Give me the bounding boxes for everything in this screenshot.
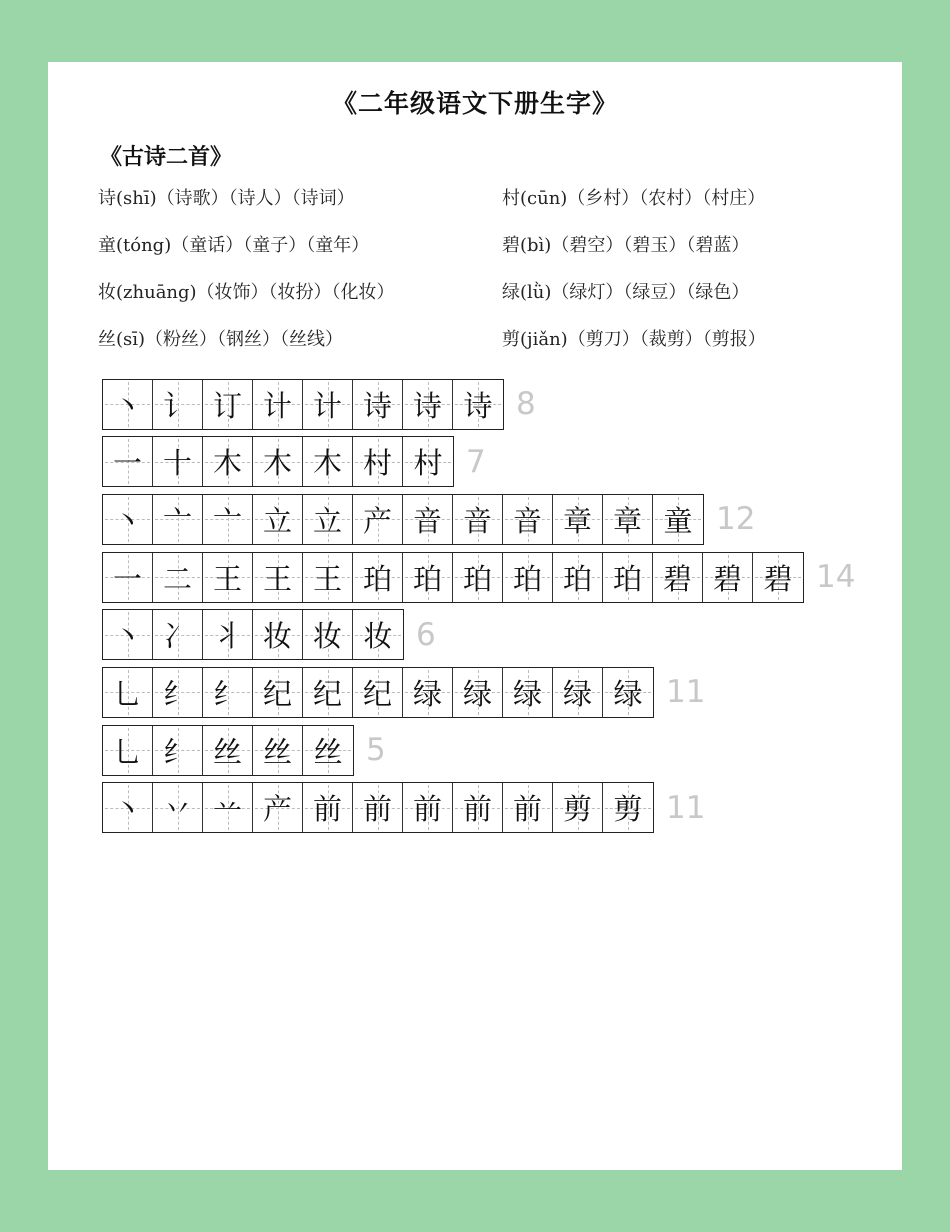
stroke-step: 纪 — [262, 676, 292, 711]
stroke-step: 绿 — [462, 676, 492, 711]
stroke-step: 珀 — [562, 561, 592, 596]
stroke-step: 绿 — [512, 676, 542, 711]
stroke-step: 珀 — [412, 561, 442, 596]
stroke-order-grid — [102, 378, 855, 840]
stroke-step: 立 — [262, 503, 292, 538]
stroke-cell — [403, 668, 453, 717]
stroke-step: 二 — [162, 561, 192, 596]
stroke-step: 乚 — [112, 734, 142, 769]
stroke-cell — [303, 380, 353, 429]
vocab-item-zhuang: 妆(zhuāng)（妆饰）（妆扮）（化妆） — [98, 282, 395, 303]
stroke-cell — [353, 610, 403, 659]
vocab-item-bi: 碧(bì)（碧空）（碧玉）（碧蓝） — [502, 235, 750, 256]
stroke-step: 一 — [112, 446, 142, 481]
stroke-step: 纪 — [312, 676, 342, 711]
stroke-row — [102, 724, 855, 776]
stroke-step: 剪 — [562, 792, 592, 827]
stroke-step: 亠 — [212, 503, 242, 538]
stroke-step: 音 — [462, 503, 492, 538]
stroke-step: 诗 — [412, 388, 442, 423]
stroke-step: 前 — [312, 792, 342, 827]
stroke-row — [102, 378, 855, 430]
stroke-step: 一 — [112, 561, 142, 596]
stroke-step: 丶 — [112, 619, 142, 654]
stroke-cell — [203, 380, 253, 429]
stroke-cell — [603, 495, 653, 544]
stroke-cell — [253, 668, 303, 717]
stroke-cell — [203, 495, 253, 544]
stroke-cells — [102, 609, 404, 660]
stroke-step: 丝 — [212, 734, 242, 769]
worksheet-page — [48, 62, 902, 1170]
stroke-cell — [453, 495, 503, 544]
stroke-step: 产 — [262, 792, 292, 827]
stroke-cell — [253, 553, 303, 602]
stroke-step: 碧 — [662, 561, 692, 596]
stroke-cell — [603, 553, 653, 602]
stroke-cell — [503, 668, 553, 717]
stroke-step: 碧 — [763, 561, 793, 596]
stroke-row — [102, 782, 855, 834]
stroke-cell — [453, 380, 503, 429]
stroke-cell — [403, 380, 453, 429]
page-title: 《二年级语文下册生字》 — [331, 89, 618, 118]
stroke-cell — [153, 437, 203, 486]
stroke-step: 丶 — [112, 388, 142, 423]
stroke-cell — [603, 783, 653, 832]
stroke-row — [102, 551, 855, 603]
stroke-step: 妆 — [363, 619, 393, 654]
lesson-title: 《古诗二首》 — [100, 144, 233, 170]
stroke-cell — [103, 610, 153, 659]
stroke-step: 王 — [312, 561, 342, 596]
stroke-cell — [303, 553, 353, 602]
stroke-cell — [703, 553, 753, 602]
stroke-cell — [653, 495, 703, 544]
stroke-count: 8 — [516, 386, 536, 422]
stroke-cells — [102, 552, 804, 603]
stroke-cell — [553, 668, 603, 717]
stroke-step: 丝 — [313, 734, 343, 769]
stroke-cell — [153, 610, 203, 659]
stroke-step: 妆 — [312, 619, 342, 654]
stroke-cell — [403, 783, 453, 832]
stroke-step: 村 — [413, 446, 443, 481]
stroke-step: 纪 — [362, 676, 392, 711]
vocab-list — [98, 186, 888, 353]
stroke-step: 纟 — [212, 676, 242, 711]
stroke-count: 5 — [366, 732, 386, 769]
stroke-step: 纟 — [162, 734, 192, 769]
stroke-step: 章 — [562, 503, 592, 538]
stroke-step: 讠 — [162, 388, 192, 423]
stroke-step: 音 — [512, 503, 542, 538]
stroke-step: 珀 — [362, 561, 392, 596]
stroke-cells — [102, 667, 654, 718]
stroke-cell — [353, 668, 403, 717]
stroke-step: 妆 — [262, 619, 292, 654]
stroke-step: 珀 — [612, 561, 642, 596]
stroke-cell — [103, 553, 153, 602]
stroke-cell — [153, 553, 203, 602]
stroke-cell — [653, 553, 703, 602]
stroke-cell — [103, 437, 153, 486]
stroke-cell — [553, 783, 603, 832]
stroke-cell — [353, 380, 403, 429]
stroke-cell — [303, 495, 353, 544]
vocab-item-tong: 童(tóng)（童话）（童子）（童年） — [98, 235, 370, 256]
stroke-cell — [503, 553, 553, 602]
stroke-cells — [102, 494, 704, 545]
stroke-cell — [203, 783, 253, 832]
stroke-step: 丶 — [112, 792, 142, 827]
stroke-step: 订 — [212, 388, 242, 423]
stroke-step: 十 — [162, 446, 192, 481]
stroke-cell — [103, 495, 153, 544]
stroke-cell — [353, 783, 403, 832]
stroke-cell — [453, 783, 503, 832]
stroke-cell — [553, 553, 603, 602]
stroke-step: 计 — [312, 388, 342, 423]
stroke-cell — [153, 495, 203, 544]
stroke-step: 珀 — [462, 561, 492, 596]
stroke-cells — [102, 725, 354, 776]
stroke-step: 音 — [412, 503, 442, 538]
stroke-step: 纟 — [162, 676, 192, 711]
stroke-cell — [253, 380, 303, 429]
stroke-step: 立 — [312, 503, 342, 538]
stroke-cell — [253, 495, 303, 544]
stroke-step: 前 — [362, 792, 392, 827]
vocab-item-jian: 剪(jiǎn)（剪刀）（裁剪）（剪报） — [502, 329, 766, 350]
stroke-step: 绿 — [412, 676, 442, 711]
stroke-cell — [453, 553, 503, 602]
stroke-cell — [303, 668, 353, 717]
stroke-step: 前 — [512, 792, 542, 827]
stroke-step: 前 — [412, 792, 442, 827]
stroke-cells — [102, 436, 454, 487]
stroke-step: 计 — [262, 388, 292, 423]
stroke-count: 14 — [816, 559, 856, 596]
stroke-cell — [203, 668, 253, 717]
stroke-cell — [103, 783, 153, 832]
stroke-cell — [453, 668, 503, 717]
stroke-count: 11 — [666, 674, 706, 711]
stroke-cell — [103, 380, 153, 429]
stroke-cell — [153, 726, 203, 775]
stroke-cell — [303, 726, 353, 775]
stroke-cell — [303, 610, 353, 659]
stroke-step: 诗 — [362, 388, 392, 423]
stroke-step: 王 — [212, 561, 242, 596]
stroke-cell — [153, 783, 203, 832]
stroke-step: 村 — [362, 446, 392, 481]
stroke-step: 绿 — [613, 676, 643, 711]
stroke-cell — [353, 437, 403, 486]
stroke-row — [102, 609, 855, 661]
stroke-cell — [403, 495, 453, 544]
stroke-cell — [203, 726, 253, 775]
stroke-step: 剪 — [613, 792, 643, 827]
stroke-cell — [503, 783, 553, 832]
stroke-cell — [753, 553, 803, 602]
stroke-step: 丶 — [112, 503, 142, 538]
stroke-cell — [253, 783, 303, 832]
stroke-step: 乚 — [112, 676, 142, 711]
stroke-step: 王 — [262, 561, 292, 596]
stroke-cell — [553, 495, 603, 544]
stroke-cell — [353, 553, 403, 602]
stroke-cell — [403, 553, 453, 602]
vocab-item-si: 丝(sī)（粉丝）（钢丝）（丝线） — [98, 329, 344, 350]
stroke-step: 木 — [262, 446, 292, 481]
stroke-cell — [303, 783, 353, 832]
stroke-cell — [353, 495, 403, 544]
stroke-cell — [503, 495, 553, 544]
stroke-step: 丷 — [162, 792, 192, 827]
stroke-step: 绿 — [562, 676, 592, 711]
stroke-row — [102, 666, 855, 718]
stroke-step: 䒑 — [212, 792, 242, 827]
stroke-count: 7 — [466, 443, 486, 480]
stroke-cell — [153, 380, 203, 429]
stroke-step: 童 — [663, 503, 693, 538]
stroke-step: 碧 — [712, 561, 742, 596]
vocab-item-lv: 绿(lǜ)（绿灯）（绿豆）（绿色） — [502, 282, 750, 303]
stroke-step: 产 — [362, 503, 392, 538]
stroke-step: 前 — [462, 792, 492, 827]
stroke-count: 6 — [416, 616, 436, 653]
stroke-cells — [102, 782, 654, 833]
stroke-step: 木 — [212, 446, 242, 481]
stroke-step: 丝 — [262, 734, 292, 769]
stroke-cell — [303, 437, 353, 486]
stroke-cell — [203, 437, 253, 486]
stroke-cells — [102, 379, 504, 430]
stroke-cell — [153, 668, 203, 717]
stroke-row — [102, 493, 855, 545]
stroke-step: 诗 — [463, 388, 493, 423]
stroke-count: 12 — [716, 501, 756, 538]
stroke-row — [102, 436, 855, 488]
vocab-item-shi: 诗(shī)（诗歌）（诗人）（诗词） — [98, 188, 355, 209]
stroke-cell — [203, 610, 253, 659]
stroke-step: 珀 — [512, 561, 542, 596]
stroke-count: 11 — [666, 789, 706, 826]
stroke-step: 丬 — [212, 619, 242, 654]
stroke-step: 木 — [312, 446, 342, 481]
stroke-cell — [253, 610, 303, 659]
stroke-cell — [253, 726, 303, 775]
stroke-step: 亠 — [162, 503, 192, 538]
stroke-cell — [203, 553, 253, 602]
stroke-cell — [603, 668, 653, 717]
stroke-step: 冫 — [162, 619, 192, 654]
vocab-item-cun: 村(cūn)（乡村）（农村）（村庄） — [502, 188, 766, 209]
stroke-step: 章 — [612, 503, 642, 538]
stroke-cell — [403, 437, 453, 486]
stroke-cell — [253, 437, 303, 486]
stroke-cell — [103, 668, 153, 717]
stroke-cell — [103, 726, 153, 775]
